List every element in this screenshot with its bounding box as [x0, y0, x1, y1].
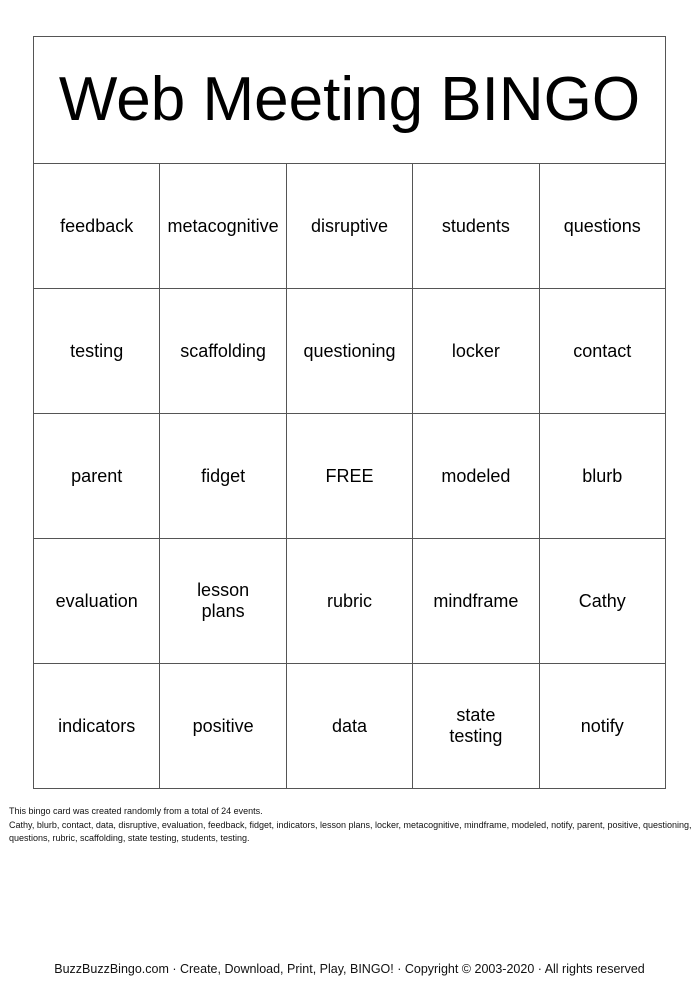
bingo-cell: [539, 539, 665, 664]
cell-text: disruptive: [310, 215, 388, 236]
cell-text: FREE: [325, 465, 374, 486]
cell-text: questioning: [303, 340, 396, 361]
bingo-cell: [539, 664, 665, 789]
bingo-cell: [34, 664, 160, 789]
cell-text: blurb: [582, 465, 623, 486]
card-info: [9, 805, 693, 846]
bingo-row: [34, 164, 666, 289]
cell-text: modeled: [441, 465, 511, 486]
bingo-row: [34, 289, 666, 414]
cell-text: questions: [563, 215, 641, 236]
bingo-cell: [160, 414, 286, 539]
cell-text: contact: [573, 340, 632, 361]
cell-text: state testing: [449, 705, 503, 746]
bingo-cell: [160, 664, 286, 789]
cell-text: data: [331, 715, 367, 736]
cell-text: indicators: [58, 715, 136, 736]
bingo-cell: [539, 289, 665, 414]
bingo-card: [33, 36, 665, 789]
card-title: Web Meeting BINGO: [34, 37, 666, 164]
cell-text: notify: [580, 715, 624, 736]
bingo-cell: [413, 414, 539, 539]
event-list-text: Cathy, blurb, contact, data, disruptive, evaluation, feedback, fidget, indicators, lesson plans, locker, metacognitive, mindframe, modeled, notify, parent, positive, questioning, questions, rubric, scaffolding, state testing, students, testing.: [9, 819, 692, 843]
event-count-text: This bingo card was created randomly from a total of 24 events.: [9, 806, 263, 816]
bingo-cell: [286, 664, 412, 789]
cell-text: rubric: [326, 590, 372, 611]
bingo-cell: [539, 414, 665, 539]
cell-text: metacognitive: [167, 215, 279, 236]
bingo-cell: [160, 539, 286, 664]
cell-text: lesson plans: [197, 580, 250, 621]
cell-text: students: [441, 215, 510, 236]
cell-text: evaluation: [55, 590, 138, 611]
cell-text: locker: [451, 340, 500, 361]
bingo-row: [34, 539, 666, 664]
cell-text: Cathy: [578, 590, 626, 611]
bingo-cell: [160, 289, 286, 414]
bingo-cell: [286, 164, 412, 289]
bingo-cell: [539, 164, 665, 289]
bingo-grid: [33, 36, 666, 789]
bingo-cell: [160, 164, 286, 289]
footer-copyright: BuzzBuzzBingo.com · Create, Download, Print, Play, BINGO! · Copyright © 2003-2020 · All rights reserved: [54, 962, 645, 976]
bingo-cell: [286, 289, 412, 414]
cell-text: testing: [70, 340, 124, 361]
bingo-cell: [34, 289, 160, 414]
bingo-cell: [413, 164, 539, 289]
free-space-cell: [286, 414, 412, 539]
bingo-cell: [413, 539, 539, 664]
bingo-row: [34, 664, 666, 789]
cell-text: scaffolding: [180, 340, 266, 361]
bingo-cell: [413, 289, 539, 414]
cell-text: parent: [71, 465, 123, 486]
cell-text: feedback: [60, 215, 134, 236]
bingo-row: [34, 414, 666, 539]
bingo-cell: [286, 539, 412, 664]
cell-text: positive: [192, 715, 254, 736]
bingo-cell: [34, 539, 160, 664]
bingo-cell: [413, 664, 539, 789]
cell-text: mindframe: [433, 590, 519, 611]
title-row: [34, 37, 666, 164]
bingo-cell: [34, 414, 160, 539]
cell-text: fidget: [201, 465, 246, 486]
bingo-cell: [34, 164, 160, 289]
